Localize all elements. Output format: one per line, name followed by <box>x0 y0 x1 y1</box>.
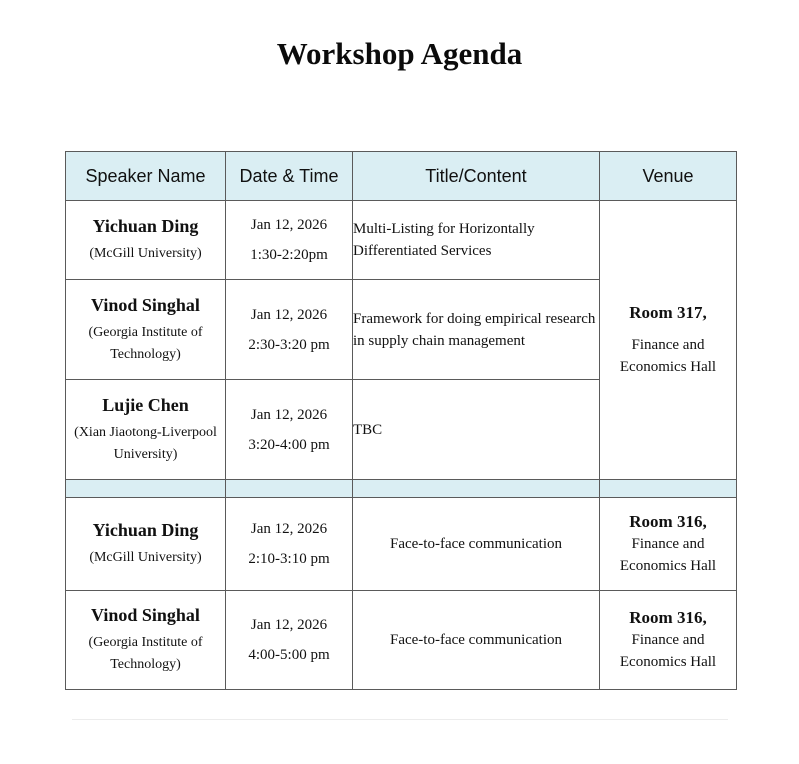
speaker-name: Yichuan Ding <box>92 216 199 236</box>
session-time: 4:00-5:00 pm <box>248 647 330 663</box>
header-row <box>66 152 737 201</box>
table-row <box>66 498 737 591</box>
agenda-table <box>65 151 737 690</box>
speaker-name: Lujie Chen <box>102 394 189 415</box>
session-time: 2:10-3:10 pm <box>248 551 330 567</box>
datetime-cell <box>226 280 353 380</box>
venue-hall: Finance and Economics Hall <box>619 632 717 670</box>
speaker-cell <box>66 380 226 480</box>
venue-room: Room 316, <box>629 608 707 627</box>
speaker-cell <box>66 591 226 690</box>
separator-cell <box>600 480 737 498</box>
venue-cell <box>600 201 737 480</box>
session-time: 2:30-3:20 pm <box>248 336 330 353</box>
datetime-cell <box>226 380 353 480</box>
venue-cell <box>600 591 737 690</box>
page-title: Workshop Agenda <box>276 36 523 71</box>
content-cell: Framework for doing empirical research in supply chain management <box>353 280 600 380</box>
speaker-cell <box>66 280 226 380</box>
content-cell: Face-to-face communication <box>353 591 600 690</box>
session-date: Jan 12, 2026 <box>250 406 328 423</box>
header-title-content: Title/Content <box>353 152 600 201</box>
session-time: 1:30-2:20pm <box>250 247 328 263</box>
speaker-name: Yichuan Ding <box>92 520 199 540</box>
speaker-cell <box>66 498 226 591</box>
header-speaker-name: Speaker Name <box>66 152 226 201</box>
content-cell: TBC <box>353 380 600 480</box>
bottom-divider <box>72 719 728 720</box>
content-cell: Multi-Listing for Horizontally Differentiated Services <box>353 201 600 280</box>
venue-room: Room 316, <box>629 512 707 531</box>
session-date: Jan 12, 2026 <box>250 521 328 537</box>
table-row <box>66 591 737 690</box>
speaker-affiliation: (Georgia Institute of Technology) <box>88 324 203 362</box>
speaker-cell <box>66 201 226 280</box>
session-date: Jan 12, 2026 <box>250 306 328 323</box>
session-date: Jan 12, 2026 <box>250 617 328 633</box>
session-time: 3:20-4:00 pm <box>248 436 330 453</box>
separator-cell <box>66 480 226 498</box>
separator-cell <box>353 480 600 498</box>
speaker-name: Vinod Singhal <box>91 605 200 625</box>
datetime-cell <box>226 591 353 690</box>
header-venue: Venue <box>600 152 737 201</box>
venue-cell <box>600 498 737 591</box>
speaker-affiliation: (Xian Jiaotong-Liverpool University) <box>74 424 217 462</box>
speaker-name: Vinod Singhal <box>91 294 200 315</box>
venue-hall: Finance and Economics Hall <box>619 536 717 574</box>
separator-cell <box>226 480 353 498</box>
speaker-affiliation: (Georgia Institute of Technology) <box>88 635 203 672</box>
separator-row <box>66 480 737 498</box>
speaker-affiliation: (McGill University) <box>89 246 202 261</box>
venue-hall: Finance and Economics Hall <box>619 337 717 375</box>
session-date: Jan 12, 2026 <box>250 217 328 233</box>
header-date-time: Date & Time <box>226 152 353 201</box>
datetime-cell <box>226 498 353 591</box>
content-cell: Face-to-face communication <box>353 498 600 591</box>
venue-room: Room 317, <box>629 303 707 322</box>
datetime-cell <box>226 201 353 280</box>
speaker-affiliation: (McGill University) <box>89 550 202 565</box>
table-row <box>66 201 737 280</box>
